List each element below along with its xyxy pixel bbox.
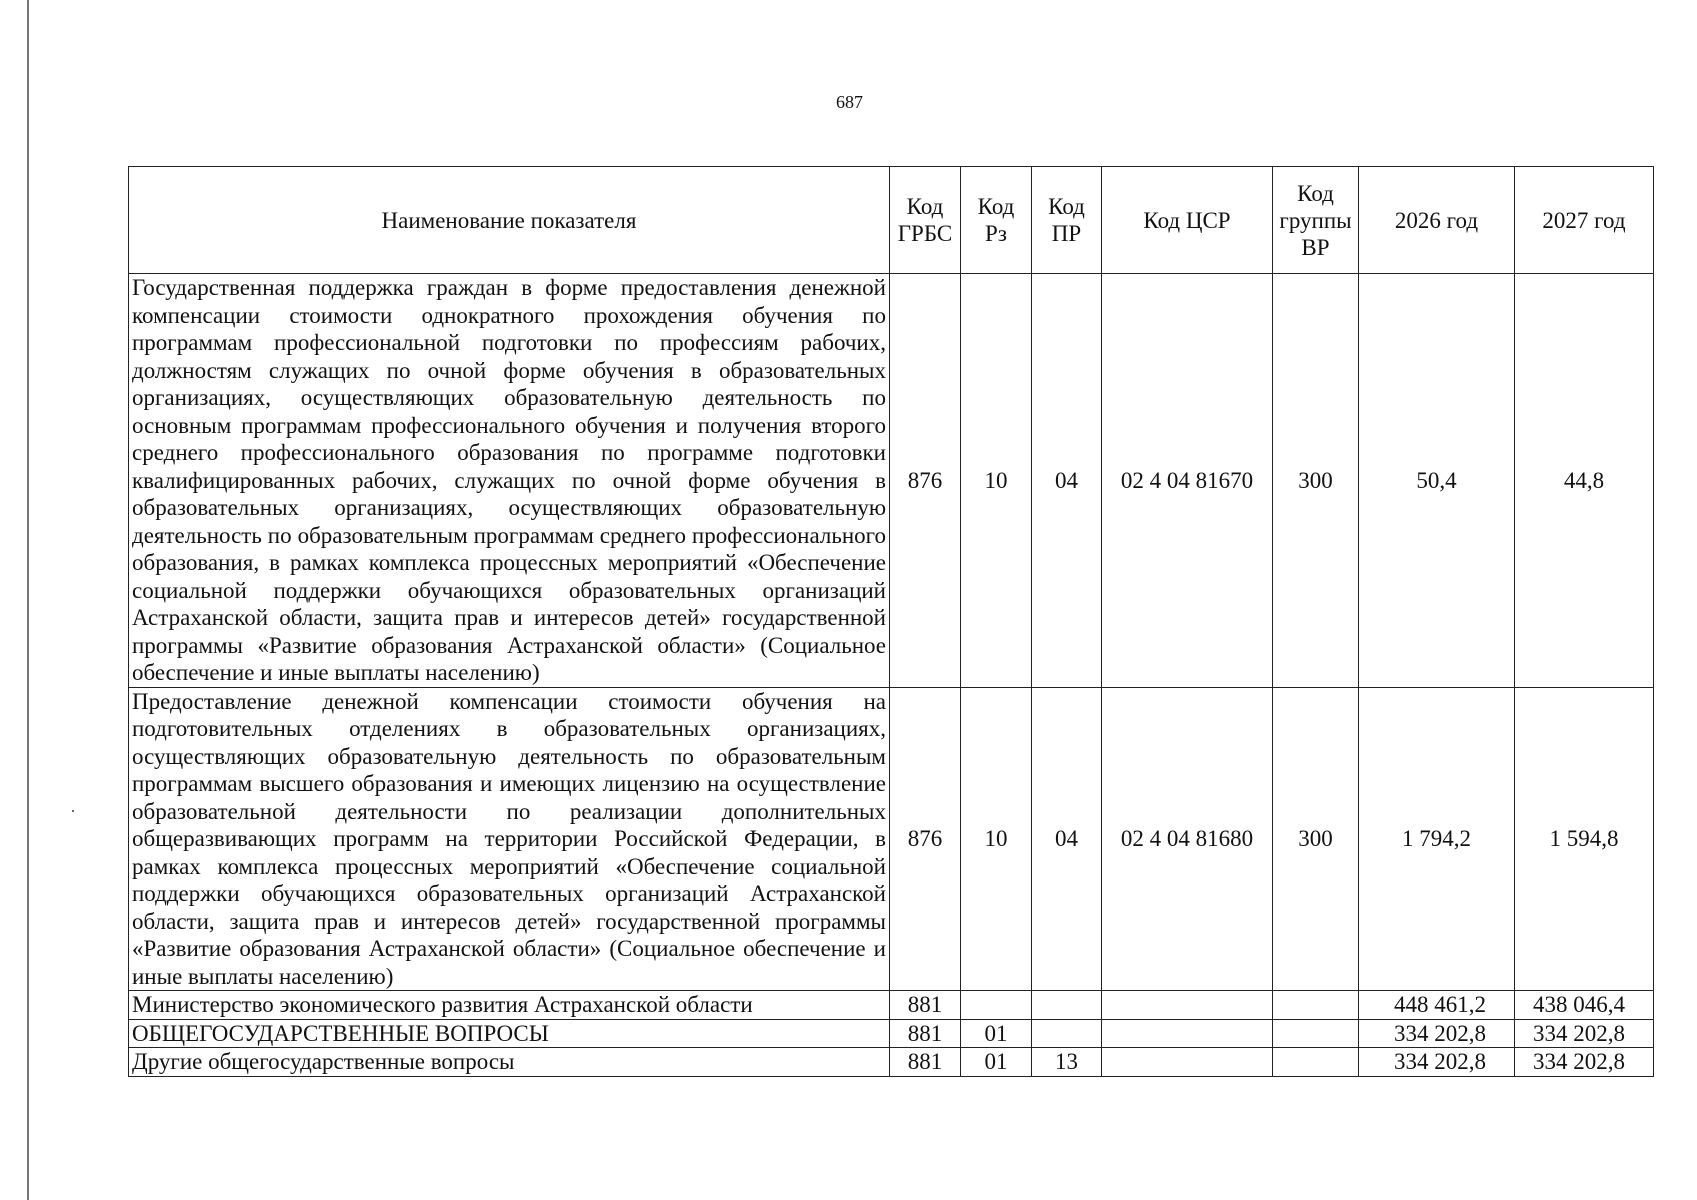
- header-csr: Код ЦСР: [1102, 167, 1273, 274]
- row-2027: 1 594,8: [1515, 687, 1654, 991]
- row-2027: 44,8: [1515, 274, 1654, 688]
- row-vr: [1273, 991, 1359, 1020]
- row-csr: [1102, 1048, 1273, 1077]
- row-vr: [1273, 1048, 1359, 1077]
- header-grbs: Код ГРБС: [890, 167, 961, 274]
- binding-line: [27, 0, 29, 1200]
- row-rz: 01: [961, 1019, 1032, 1048]
- table-row: [129, 1048, 1654, 1077]
- table-row: [129, 687, 1654, 991]
- row-csr: 02 4 04 81680: [1102, 687, 1273, 991]
- row-2026: 448 461,2: [1359, 991, 1515, 1020]
- row-2026: 50,4: [1359, 274, 1515, 688]
- row-pr: [1032, 1019, 1102, 1048]
- header-vr: Код группы ВР: [1273, 167, 1359, 274]
- header-pr: Код ПР: [1032, 167, 1102, 274]
- row-name: Министерство экономического развития Астраханской области: [129, 991, 890, 1020]
- row-rz: 10: [961, 274, 1032, 688]
- page-number: 687: [836, 92, 863, 112]
- row-grbs: 876: [890, 274, 961, 688]
- row-csr: 02 4 04 81670: [1102, 274, 1273, 688]
- row-pr: 04: [1032, 687, 1102, 991]
- header-2026: 2026 год: [1359, 167, 1515, 274]
- header-rz: Код Рз: [961, 167, 1032, 274]
- row-pr: [1032, 991, 1102, 1020]
- row-2027: 438 046,4: [1515, 991, 1654, 1020]
- row-grbs: 881: [890, 1019, 961, 1048]
- table-row: [129, 274, 1654, 688]
- budget-table: [128, 166, 1654, 1077]
- table-row: [129, 1019, 1654, 1048]
- row-rz: [961, 991, 1032, 1020]
- header-name: Наименование показателя: [129, 167, 890, 274]
- row-2026: 334 202,8: [1359, 1019, 1515, 1048]
- row-name: Предоставление денежной компенсации стоимости обучения на подготовительных отделениях в образовательных организациях, осуществляющих образовательную деятельность по образовательным программам высшего образования и имеющих лицензию на осуществление образовательной деятельности по реализации дополнительных общеразвивающих программ на территории Российской Федерации, в рамках комплекса процессных мероприятий «Обеспечение социальной поддержки обучающихся образовательных организаций Астраханской области, защита прав и интересов детей» государственной программы «Развитие образования Астраханской области» (Социальное обеспечение и иные выплаты населению): [129, 687, 890, 991]
- row-grbs: 881: [890, 991, 961, 1020]
- row-grbs: 881: [890, 1048, 961, 1077]
- row-vr: 300: [1273, 274, 1359, 688]
- row-vr: [1273, 1019, 1359, 1048]
- row-name: ОБЩЕГОСУДАРСТВЕННЫЕ ВОПРОСЫ: [129, 1019, 890, 1048]
- header-row: [129, 167, 1654, 274]
- row-2026: 1 794,2: [1359, 687, 1515, 991]
- row-vr: 300: [1273, 687, 1359, 991]
- row-csr: [1102, 991, 1273, 1020]
- row-grbs: 876: [890, 687, 961, 991]
- row-2026: 334 202,8: [1359, 1048, 1515, 1077]
- row-2027: 334 202,8: [1515, 1048, 1654, 1077]
- row-rz: 10: [961, 687, 1032, 991]
- row-rz: 01: [961, 1048, 1032, 1077]
- row-pr: 13: [1032, 1048, 1102, 1077]
- row-2027: 334 202,8: [1515, 1019, 1654, 1048]
- row-name: Другие общегосударственные вопросы: [129, 1048, 890, 1077]
- scan-speck: [72, 810, 74, 812]
- table-row: [129, 991, 1654, 1020]
- row-pr: 04: [1032, 274, 1102, 688]
- header-2027: 2027 год: [1515, 167, 1654, 274]
- row-csr: [1102, 1019, 1273, 1048]
- row-name: Государственная поддержка граждан в форме предоставления денежной компенсации стоимости однократного прохождения обучения по программам профессиональной подготовки по профессиям рабочих, должностям служащих по очной форме обучения в образовательных организациях, осуществляющих образовательную деятельность по основным программам профессионального обучения и получения второго среднего профессионального образования по программе подготовки квалифицированных рабочих, служащих по очной форме обучения в образовательных организациях, осуществляющих образовательную деятельность по образовательным программам среднего профессионального образования, в рамках комплекса процессных мероприятий «Обеспечение социальной поддержки обучающихся образовательных организаций Астраханской области, защита прав и интересов детей» государственной программы «Развитие образования Астраханской области» (Социальное обеспечение и иные выплаты населению): [129, 274, 890, 688]
